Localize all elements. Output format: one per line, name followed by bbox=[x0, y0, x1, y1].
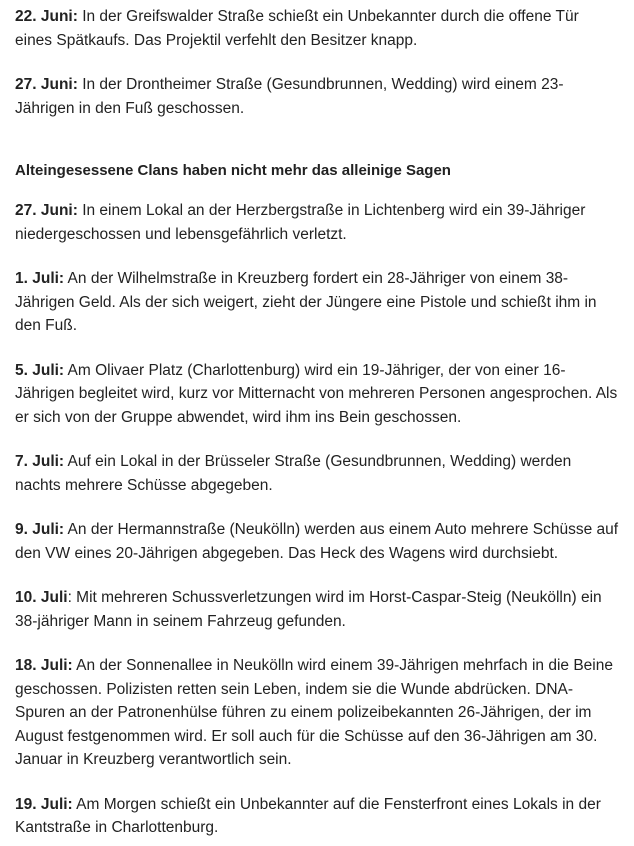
entry-text: In einem Lokal an der Herzbergstraße in Lichtenberg wird ein 39-Jähriger niedergeschossen und lebensgefährlich verletzt. bbox=[15, 202, 586, 243]
entry-date: 27. Juni: bbox=[15, 202, 78, 219]
entry-22-juni bbox=[15, 5, 620, 52]
entry-5-juli bbox=[15, 359, 620, 430]
entry-date: 9. Juli: bbox=[15, 521, 65, 538]
entry-text: In der Greifswalder Straße schießt ein Unbekannter durch die offene Tür eines Spätkaufs. Das Projektil verfehlt den Besitzer knapp. bbox=[15, 8, 579, 49]
entry-10-juli bbox=[15, 586, 620, 633]
entry-date: 7. Juli: bbox=[15, 453, 65, 470]
entry-date: 10. Juli bbox=[15, 589, 68, 606]
entry-27-juni-drontheimer bbox=[15, 73, 620, 120]
entry-27-juni-herzberg bbox=[15, 199, 620, 246]
entry-text: Am Morgen schießt ein Unbekannter auf die Fensterfront eines Lokals in der Kantstraße in Charlottenburg. bbox=[15, 795, 601, 836]
entry-text: An der Sonnenallee in Neukölln wird einem 39-Jährigen mehrfach in die Beine geschossen. Polizisten retten sein Leben, indem sie die Wunde abdrücken. DNA-Spuren an der Patronenhülse führen zu einem polizeibekannten 26-Jährigen, der im August festgenommen wird. Er soll auch für die Schüsse auf den 36-Jährigen am 30. Januar in Kreuzberg verantwortlich sein. bbox=[15, 657, 613, 768]
entry-text: Am Olivaer Platz (Charlottenburg) wird ein 19-Jähriger, der von einer 16-Jährigen begleitet wird, kurz vor Mitternacht von mehreren Personen angesprochen. Als er sich von der Gruppe abwendet, wird ihm ins Bein geschossen. bbox=[15, 361, 618, 426]
entry-date: 19. Juli: bbox=[15, 795, 73, 813]
entry-text: An der Wilhelmstraße in Kreuzberg fordert ein 28-Jähriger von einem 38-Jährigen Geld. Als der sich weigert, zieht der Jüngere eine Pistole und schießt ihm in den Fuß. bbox=[15, 270, 597, 334]
entry-date: 27. Juni: bbox=[15, 76, 78, 93]
entry-date: 22. Juni: bbox=[15, 8, 78, 25]
entry-1-juli bbox=[15, 267, 620, 338]
entry-9-juli bbox=[15, 518, 620, 565]
entry-date: 5. Juli: bbox=[15, 361, 65, 379]
entry-date: 1. Juli: bbox=[15, 270, 65, 287]
section-subheading: Alteingesessene Clans haben nicht mehr das alleinige Sagen bbox=[15, 162, 451, 179]
entry-text: In der Drontheimer Straße (Gesundbrunnen, Wedding) wird einem 23-Jährigen in den Fuß geschossen. bbox=[15, 76, 564, 117]
entry-text: Auf ein Lokal in der Brüsseler Straße (Gesundbrunnen, Wedding) werden nachts mehrere Schüsse abgegeben. bbox=[15, 453, 572, 494]
entry-text: : Mit mehreren Schussverletzungen wird im Horst-Caspar-Steig (Neukölln) ein 38-jähriger Mann in seinem Fahrzeug gefunden. bbox=[15, 589, 602, 630]
entry-19-juli bbox=[15, 793, 620, 840]
entry-text: An der Hermannstraße (Neukölln) werden aus einem Auto mehrere Schüsse auf den VW eines 20-Jährigen abgegeben. Das Heck des Wagens wird durchsiebt. bbox=[15, 521, 619, 562]
entry-7-juli bbox=[15, 450, 620, 497]
entry-date: 18. Juli: bbox=[15, 657, 73, 674]
entry-18-juli bbox=[15, 654, 620, 772]
